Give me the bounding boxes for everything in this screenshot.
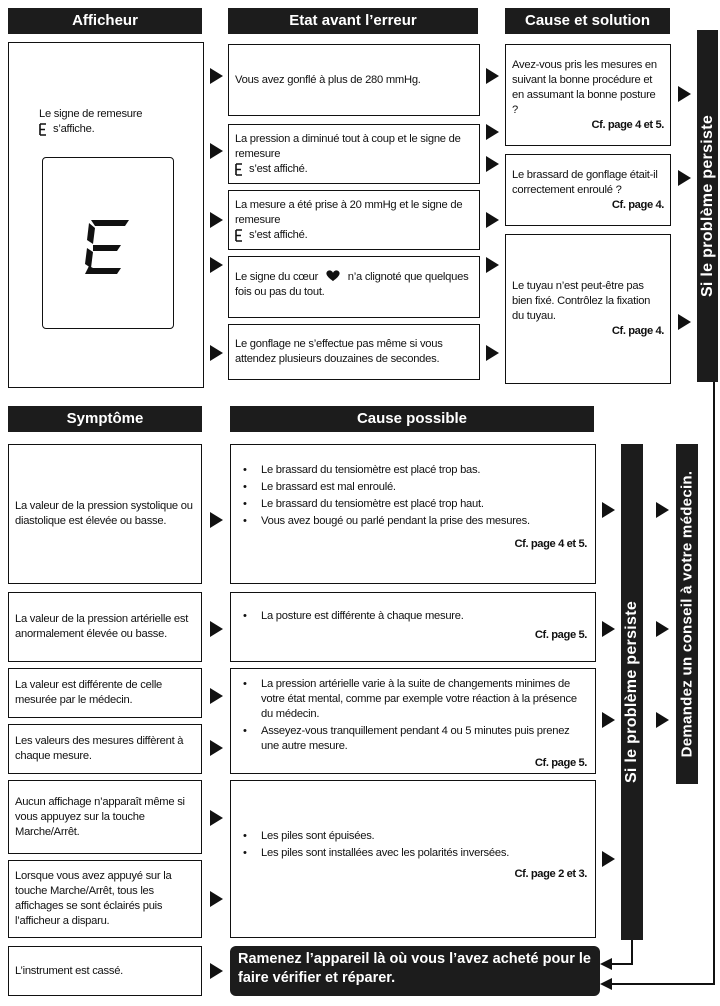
cause-box-3 — [505, 234, 671, 384]
cause-text-1: Avez-vous pris les mesures en suivant la bonne procédure et en assumant la bonne posture ? — [512, 58, 657, 116]
persiste-bar-top — [697, 30, 718, 382]
symptome-text-7: L’instrument est cassé. — [15, 964, 124, 977]
etat-box-2 — [228, 124, 480, 184]
etat-text-4b: n’a clignoté que quelques fois ou pas du tout. — [235, 271, 469, 298]
connector-bottom-horizontal — [612, 983, 715, 985]
symptome-box-2 — [8, 592, 202, 662]
afficheur-line2: s’affiche. — [53, 123, 95, 135]
arrow-24 — [602, 712, 615, 728]
connector-right-vertical — [713, 382, 715, 984]
etat-text-3a: La mesure a été prise à 20 mmHg et le signe de remesure — [235, 198, 463, 226]
arrow-15 — [210, 512, 223, 528]
etat-text-2a: La pression a diminué tout à coup et le signe de remesure — [235, 132, 461, 160]
etat-text-4a: Le signe du cœur — [235, 271, 319, 283]
symptome-box-1 — [8, 444, 202, 584]
possible-1-item-1: • Le brassard du tensiomètre est placé trop bas. — [261, 463, 587, 478]
arrow-23 — [602, 621, 615, 637]
persiste-bar-bottom — [621, 444, 643, 940]
header-symptome: Symptôme — [8, 406, 202, 432]
symptome-box-5 — [8, 780, 202, 854]
etat-text-2b: s’est affiché. — [249, 162, 308, 175]
remesure-e-icon-2 — [235, 163, 243, 176]
cause-box-2 — [505, 154, 671, 226]
header-cause-solution: Cause et solution — [505, 8, 670, 34]
arrow-18 — [210, 740, 223, 756]
remesure-e-icon-3 — [235, 229, 243, 242]
possible-box-4 — [230, 780, 596, 938]
possible-1-item-3: • Le brassard du tensiomètre est placé trop haut. — [261, 497, 587, 512]
arrow-6 — [486, 68, 499, 84]
lcd-e-icon — [43, 158, 173, 328]
etat-text-1: Vous avez gonflé à plus de 280 mmHg. — [235, 73, 421, 86]
arrow-11 — [486, 345, 499, 361]
etat-box-4 — [228, 256, 480, 318]
symptome-box-4 — [8, 724, 202, 774]
symptome-text-5: Aucun affichage n’apparaît même si vous appuyez sur la touche Marche/Arrêt. — [15, 795, 185, 838]
arrow-20 — [210, 891, 223, 907]
possible-box-2 — [230, 592, 596, 662]
arrow-8 — [486, 156, 499, 172]
cause-ref-1: Cf. page 4 et 5. — [591, 118, 664, 131]
possible-1-item-2: • Le brassard est mal enroulé. — [261, 480, 587, 495]
arrow-17 — [210, 688, 223, 704]
persiste-text-bottom: Si le problème persiste — [623, 600, 640, 784]
arrowhead-left-2 — [600, 978, 612, 990]
connector-persiste-down — [631, 940, 633, 964]
arrow-9 — [486, 212, 499, 228]
cause-ref-2: Cf. page 4. — [611, 198, 664, 211]
header-etat: Etat avant l’erreur — [228, 8, 478, 34]
afficheur-line1: Le signe de remesure — [39, 108, 143, 120]
arrow-13 — [678, 170, 691, 186]
header-cause-possible: Cause possible — [230, 406, 594, 432]
etat-text-5: Le gonflage ne s’effectue pas même si vous attendez plusieurs douzaines de secondes. — [235, 338, 443, 365]
possible-ref-2: Cf. page 5. — [534, 629, 587, 641]
arrow-19 — [210, 810, 223, 826]
lcd-display — [42, 157, 174, 329]
arrow-22 — [602, 502, 615, 518]
arrow-10 — [486, 257, 499, 273]
arrow-25 — [602, 851, 615, 867]
arrow-21 — [210, 963, 223, 979]
final-message: Ramenez l’appareil là où vous l’avez acheté pour le faire vérifier et réparer. — [230, 946, 600, 996]
symptome-text-3: La valeur est différente de celle mesurée par le médecin. — [15, 679, 163, 706]
possible-box-1 — [230, 444, 596, 584]
arrow-1 — [210, 68, 223, 84]
symptome-text-2: La valeur de la pression artérielle est anormalement élevée ou basse. — [15, 613, 189, 640]
arrow-14 — [678, 314, 691, 330]
arrow-3 — [210, 212, 223, 228]
symptome-text-4: Les valeurs des mesures diffèrent à chaque mesure. — [15, 735, 184, 762]
cause-text-2: Le brassard de gonflage était-il correctement enroulé ? — [512, 168, 658, 196]
arrow-27 — [656, 621, 669, 637]
possible-ref-3: Cf. page 5. — [534, 757, 587, 769]
conseil-bar — [676, 444, 698, 784]
possible-3-item-1: • La pression artérielle varie à la suite de changements minimes de votre état mental, comme par exemple votre réaction à la présence du médecin. — [261, 677, 587, 722]
symptome-text-1: La valeur de la pression systolique ou diastolique est élevée ou basse. — [15, 500, 193, 527]
symptome-box-6 — [8, 860, 202, 938]
symptome-text-6: Lorsque vous avez appuyé sur la touche Marche/Arrêt, tous les affichages se sont éclairés puis l’afficheur a disparu. — [15, 870, 172, 927]
arrowhead-left-1 — [600, 958, 612, 970]
heart-icon — [325, 269, 341, 282]
etat-box-1 — [228, 44, 480, 116]
possible-1-item-4: • Vous avez bougé ou parlé pendant la prise des mesures. — [261, 514, 587, 529]
arrow-28 — [656, 712, 669, 728]
etat-text-3b: s’est affiché. — [249, 228, 308, 241]
persiste-text-top: Si le problème persiste — [698, 114, 716, 298]
arrow-26 — [656, 502, 669, 518]
possible-box-3 — [230, 668, 596, 774]
connector-persiste-horizontal — [612, 963, 633, 965]
header-afficheur: Afficheur — [8, 8, 202, 34]
arrow-2 — [210, 143, 223, 159]
possible-ref-1: Cf. page 4 et 5. — [514, 538, 587, 550]
possible-4-item-1: • Les piles sont épuisées. — [261, 829, 587, 844]
cause-text-3: Le tuyau n’est peut-être pas bien fixé. Contrôlez la fixation du tuyau. — [512, 280, 651, 322]
arrow-16 — [210, 621, 223, 637]
etat-box-5 — [228, 324, 480, 380]
afficheur-box — [8, 42, 204, 388]
arrow-5 — [210, 345, 223, 361]
cause-ref-3: Cf. page 4. — [611, 325, 664, 337]
symptome-box-7 — [8, 946, 202, 996]
possible-ref-4: Cf. page 2 et 3. — [514, 868, 587, 880]
cause-box-1 — [505, 44, 671, 146]
conseil-text: Demandez un conseil à votre médecin. — [678, 470, 696, 758]
possible-4-item-2: • Les piles sont installées avec les polarités inversées. — [261, 846, 587, 861]
arrow-4 — [210, 257, 223, 273]
arrow-7 — [486, 124, 499, 140]
arrow-12 — [678, 86, 691, 102]
possible-3-item-2: • Asseyez-vous tranquillement pendant 4 ou 5 minutes puis prenez une autre mesure. — [261, 724, 587, 754]
remesure-e-icon — [39, 123, 47, 136]
etat-box-3 — [228, 190, 480, 250]
possible-2-item-1: • La posture est différente à chaque mesure. — [261, 609, 587, 624]
symptome-box-3 — [8, 668, 202, 718]
